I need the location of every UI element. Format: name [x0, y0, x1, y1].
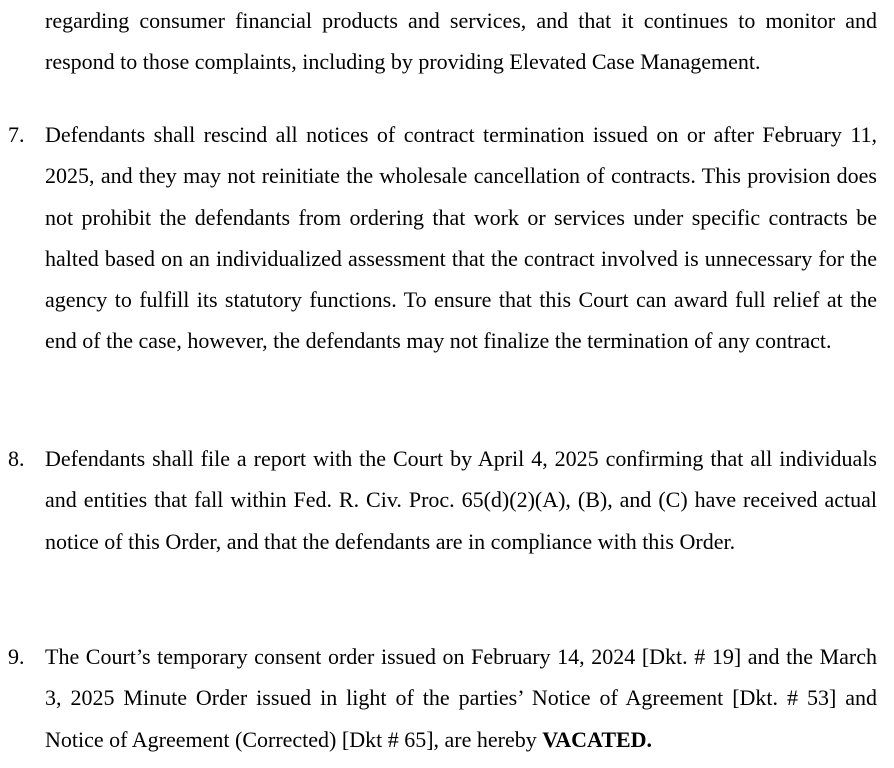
paragraph-text: Defendants shall rescind all notices of contract termination issued on or after February 11, 2025, and they may not reinitiate the wholesale cancellation of contracts. This provision does not prohibit the defendants from ordering that work or services under specific contracts be halted based on an individualized assessment that the contract involved is unnecessary for the agency to fulfill its statutory functions. To ensure that this Court can award full relief at the end of the case, however, the defendants may not finalize the termination of any contract. [45, 122, 877, 354]
paragraph-continuation [0, 0, 894, 83]
numbered-paragraph-7 [0, 114, 894, 362]
numbered-paragraph-9 [0, 636, 894, 760]
vacated-emphasis: VACATED. [542, 726, 653, 752]
paragraph-text: Defendants shall file a report with the Court by April 4, 2025 confirming that all individuals and entities that fall within Fed. R. Civ. Proc. 65(d)(2)(A), (B), and (C) have received actual notice of this Order, and that the defendants are in compliance with this Order. [45, 446, 877, 554]
paragraph-number: 9. [8, 644, 25, 669]
continuation-text: regarding consumer financial products and services, and that it continues to monitor and respond to those complaints, including by providing Elevated Case Management. [45, 8, 877, 75]
numbered-paragraph-8 [0, 438, 894, 562]
paragraph-text [45, 636, 877, 760]
paragraph-number: 8. [8, 446, 25, 471]
paragraph-number: 7. [8, 122, 25, 147]
paragraph-body: The Court’s temporary consent order issued on February 14, 2024 [Dkt. # 19] and the March 3, 2025 Minute Order issued in light of the parties’ Notice of Agreement [Dkt. # 53] and Notice of Agreement (Corrected) [Dkt # 65], are hereby [45, 644, 877, 752]
